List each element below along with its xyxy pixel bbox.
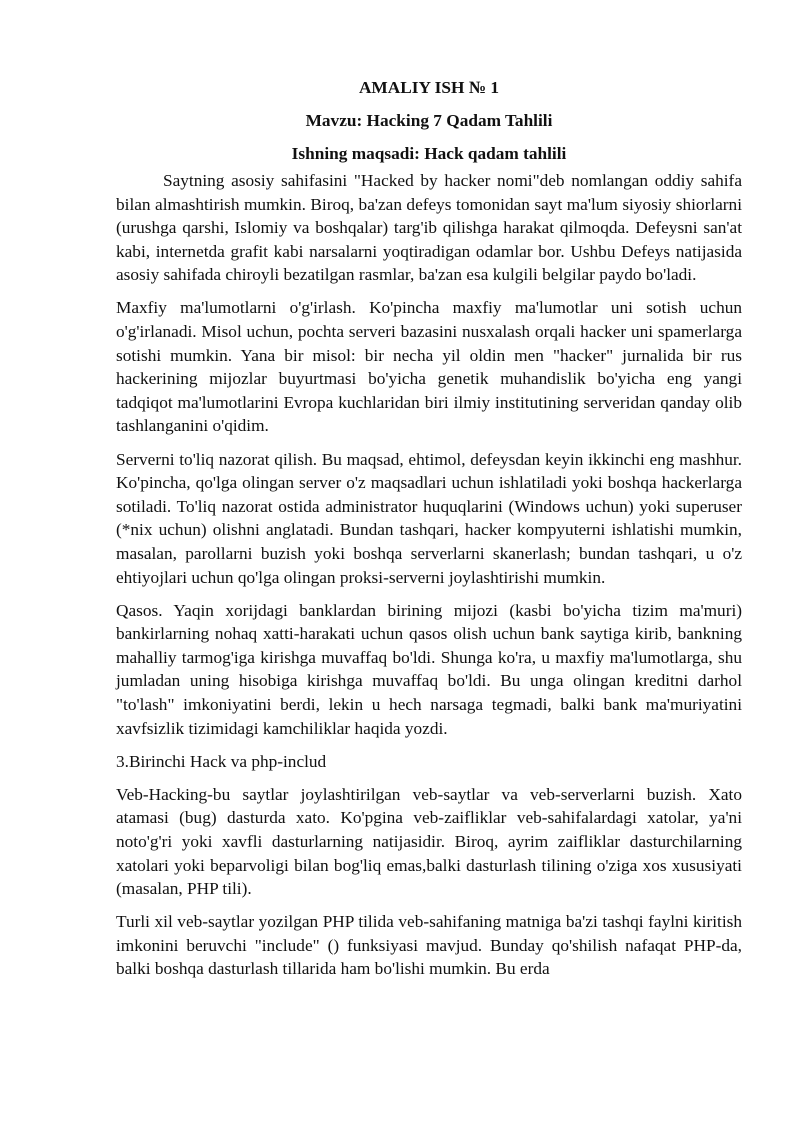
document-topic: Mavzu: Hacking 7 Qadam Tahlili: [305, 111, 553, 130]
document-title: AMALIY ISH № 1: [358, 78, 500, 97]
document-goal: Ishning maqsadi: Hack qadam tahlili: [291, 144, 567, 163]
section-heading-first-hack: 3.Birinchi Hack va php-includ: [116, 751, 327, 771]
paragraph-php-include: Turli xil veb-saytlar yozilgan PHP tilida veb-sahifaning matniga ba'zi tashqi faylni kiritish imkonini beruvchi "include" () funksiyasi mavjud. Bunday qo'shilish nafaqat PHP-da, balki boshqa dasturlash tillarida ham bo'lishi mumkin. Bu erda: [116, 912, 742, 979]
paragraph-data-theft: Maxfiy ma'lumotlarni o'g'irlash. Ko'pincha maxfiy ma'lumotlar uni sotish uchun o'g'irlanadi. Misol uchun, pochta serveri bazasini nusxalash orqali hacker uni spamerlarga sotishi mumkin. Yana bir misol: bir necha yil oldin men "hacker" jurnalida bir rus hackerining mijozlar buyurtmasi bo'yicha genetik muhandislik bo'yicha eng yangi tadqiqot ma'lumotlarini Evropa kuchlaridan biri ilmiy institutining serveridan qanday olib tashlanganini o'qidim.: [116, 298, 742, 436]
document-page: [116, 76, 742, 991]
paragraph-web-hacking: Veb-Hacking-bu saytlar joylashtirilgan veb-saytlar va veb-serverlarni buzish. Xato atamasi (bug) dasturda xato. Ko'pgina veb-zaifliklar veb-sahifalardagi xatolar, ya'ni noto'g'ri yoki xavfli dasturlarning natijasidir. Biroq, ayrim zaifliklar dasturchilarning xatolari yoki beparvoligi bilan bog'liq emas,balki dasturlash tilining o'ziga xos xususiyati (masalan, PHP tili).: [116, 784, 742, 899]
paragraph-server-control: Serverni to'liq nazorat qilish. Bu maqsad, ehtimol, defeysdan keyin ikkinchi eng mashhur. Ko'pincha, qo'lga olingan server o'z maqsadlari uchun ishlatiladi yoki boshqa hackerlarga sotiladi. To'liq nazorat ostida administrator huquqlarini (Windows uchun) yoki superuser (*nix uchun) olishni anglatadi. Bundan tashqari, hacker kompyuterni ishlatishi mumkin, masalan, parollarni buzish yoki boshqa serverlarni skanerlash; bundan tashqari, u o'z ehtiyojlari uchun qo'lga olingan proksi-serverni joylashtirishi mumkin.: [116, 449, 742, 587]
paragraph-defacement: Saytning asosiy sahifasini "Hacked by hacker nomi"deb nomlangan oddiy sahifa bilan almashtirish mumkin. Biroq, ba'zan defeys tomonidan sayt ma'lum siyosiy shiorlarni (urushga qarshi, Islomiy va boshqalar) targ'ib qilishga harakat qilmoqda. Defeysni san'at kabi, internetda grafit kabi narsalarni yoqtiradigan odamlar bor. Ushbu Defeys natijasida asosiy sahifada chiroyli bezatilgan rasmlar, ba'zan esa kulgili belgilar paydo bo'ladi.: [116, 171, 742, 285]
paragraph-revenge: Qasos. Yaqin xorijdagi banklardan birining mijozi (kasbi bo'yicha tizim ma'muri) bankirlarning nohaq xatti-harakati uchun qasos olish uchun bank saytiga kirib, bankning mahalliy tarmog'iga kirishga muvaffaq bo'ldi. Shunga ko'ra, u maxfiy ma'lumotlarga, shu jumladan uning hisobiga kirishga muvaffaq bo'ldi. Bu unga olingan kreditni darhol "to'lash" imkoniyatini berdi, lekin u hech narsaga tegmadi, balki bank ma'muriyatini xavfsizlik tizimidagi kamchiliklar haqida yozdi.: [116, 600, 742, 738]
